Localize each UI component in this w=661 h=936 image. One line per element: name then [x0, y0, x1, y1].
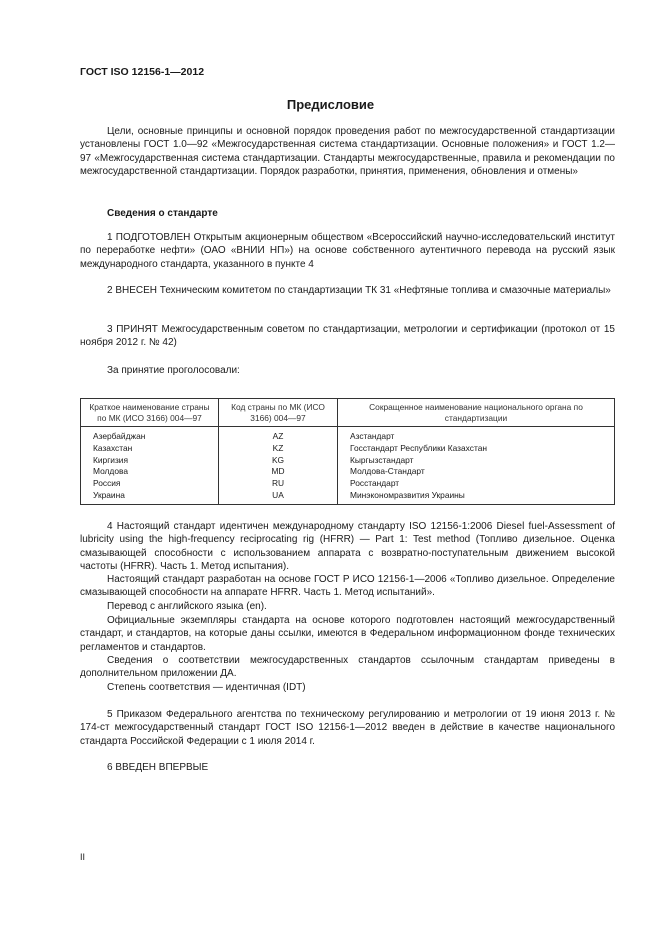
country-name: Киргизия: [93, 454, 129, 465]
table-row: [81, 455, 615, 467]
country-name: Россия: [93, 478, 121, 489]
vote-intro: За принятие проголосовали:: [107, 365, 240, 376]
voting-table: [80, 398, 615, 505]
table-row: [81, 478, 615, 490]
page-number: II: [80, 852, 86, 862]
table-row: [81, 427, 615, 443]
item-4-basis-paragraph: Настоящий стандарт разработан на основе ГОСТ Р ИСО 12156-1—2006 «Топливо дизельное. Определение смазывающей способности на аппарате HFRR. Часть 1. Метод испытаний».: [80, 574, 615, 599]
item-5-paragraph: 5 Приказом Федерального агентства по техническому регулированию и метрологии от 19 июня 2013 г. № 174-ст межгосударственный стандарт ГОСТ ISO 12156-1—2012 введен в действие в качестве национального стандарта Российской Федерации с 1 июля 2014 г.: [80, 709, 615, 747]
country-name: Казахстан: [93, 442, 133, 453]
country-name: Молдова: [93, 466, 128, 477]
item-3-paragraph: 3 ПРИНЯТ Межгосударственным советом по стандартизации, метрологии и сертификации (протокол от 15 ноября 2012 г. № 42): [80, 324, 615, 349]
country-name: Азербайджан: [93, 431, 146, 441]
standards-body: Кыргызстандарт: [338, 455, 615, 467]
column-header-code: Код страны по МК (ИСО 3166) 004—97: [219, 399, 338, 427]
table-row: [81, 466, 615, 478]
item-6-paragraph: 6 ВВЕДЕН ВПЕРВЫЕ: [107, 762, 209, 773]
standards-body: Госстандарт Республики Казахстан: [338, 443, 615, 455]
table-row: [81, 443, 615, 455]
country-code: KZ: [219, 443, 338, 455]
standards-body: Росстандарт: [338, 478, 615, 490]
table-header-row: [81, 399, 615, 427]
item-1-paragraph: 1 ПОДГОТОВЛЕН Открытым акционерным обществом «Всероссийский научно-исследовательский институт по переработке нефти» (ОАО «ВНИИ НП») на основе собственного аутентичного перевода на русский язык международного стандарта, указанного в пункте 4: [80, 232, 615, 270]
country-code: MD: [219, 466, 338, 478]
standards-body: Молдова-Стандарт: [338, 466, 615, 478]
column-header-body: Сокращенное наименование национального органа по стандартизации: [338, 399, 615, 427]
item-4-translation-note: Перевод с английского языка (en).: [107, 601, 267, 612]
item-2-paragraph: 2 ВНЕСЕН Техническим комитетом по стандартизации ТК 31 «Нефтяные топлива и смазочные материалы»: [107, 285, 611, 296]
section-title: Сведения о стандарте: [107, 208, 218, 219]
country-code: KG: [219, 455, 338, 467]
country-code: AZ: [219, 427, 338, 443]
standards-body: Минэкономразвития Украины: [338, 490, 615, 504]
item-4-paragraph: 4 Настоящий стандарт идентичен международному стандарту ISO 12156-1:2006 Diesel fuel-Assessment of lubricity using the high-frequency reciprocating rig (HFRR) — Part 1: Test method (Топливо дизельное. Оценка смазывающей способности с использованием аппарата с возвратно-поступательным движением высокой частоты (HFRR). Часть 1. Метод испытания).: [80, 521, 615, 573]
column-header-country: Краткое наименование страны по МК (ИСО 3166) 004—97: [81, 399, 219, 427]
item-4-compliance-degree: Степень соответствия — идентичная (IDT): [107, 682, 306, 693]
country-code: UA: [219, 490, 338, 504]
table-row: [81, 490, 615, 504]
country-name: Украина: [93, 489, 125, 500]
item-4-references-note: Сведения о соответствии межгосударственных стандартов ссылочным стандартам приведены в дополнительном приложении ДА.: [80, 655, 615, 680]
standards-body: Азстандарт: [338, 427, 615, 443]
country-code: RU: [219, 478, 338, 490]
document-header: ГОСТ ISO 12156-1—2012: [80, 66, 205, 78]
item-4-official-copies: Официальные экземпляры стандарта на основе которого подготовлен настоящий межгосударственный стандарт, и стандартов, на которые даны ссылки, имеются в Федеральном информационном фонде технических регламентов и стандартов.: [80, 615, 615, 653]
page-title: Предисловие: [286, 97, 375, 112]
intro-paragraph: Цели, основные принципы и основной порядок проведения работ по межгосударственной стандартизации установлены ГОСТ 1.0—92 «Межгосударственная система стандартизации. Основные положения» и ГОСТ 1.2—97 «Межгосударственная система стандартизации. Стандарты межгосударственные, правила и рекомендации по межгосударственной стандартизации. Порядок разработки, принятия, применения, обновления и отмены»: [80, 126, 615, 178]
